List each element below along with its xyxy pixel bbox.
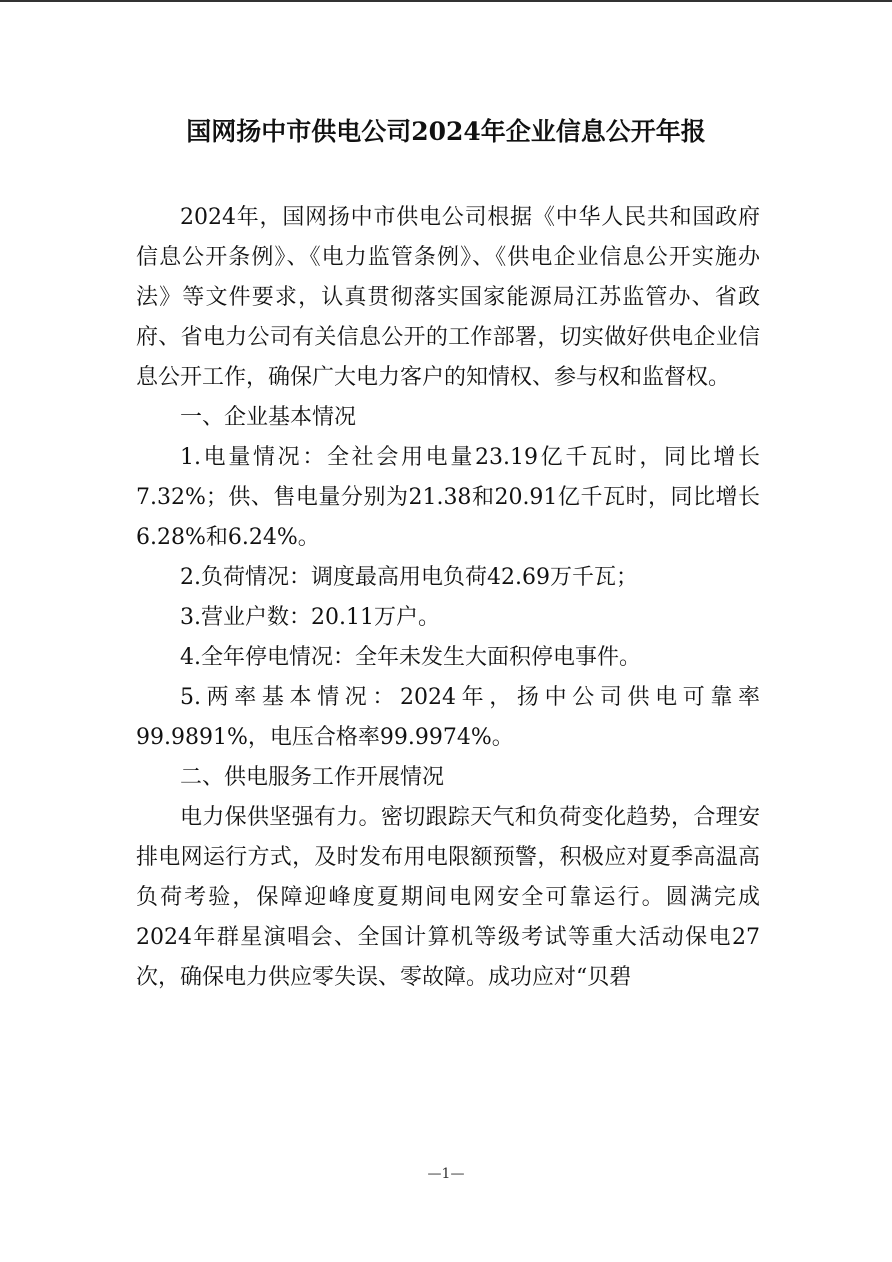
document-body [136,198,760,998]
item-rates: 5.两率基本情况：2024年，扬中公司供电可靠率99.9891%，电压合格率99.9974%。 [136,685,760,750]
document-title: 国网扬中市供电公司2024年企业信息公开年报 [186,117,706,146]
item-accounts: 3.营业户数：20.11万户。 [180,605,440,630]
item-electricity: 1.电量情况：全社会用电量23.19亿千瓦时，同比增长7.32%；供、售电量分别为21.38和20.91亿千瓦时，同比增长6.28%和6.24%。 [136,445,760,550]
section-heading-basic-info: 一、企业基本情况 [180,405,357,430]
item-load: 2.负荷情况：调度最高用电负荷42.69万千瓦； [180,565,638,590]
section-heading-service: 二、供电服务工作开展情况 [180,765,445,790]
service-paragraph: 电力保供坚强有力。密切跟踪天气和负荷变化趋势，合理安排电网运行方式，及时发布用电限额预警，积极应对夏季高温高负荷考验，保障迎峰度夏期间电网安全可靠运行。圆满完成2024年群星演唱会、全国计算机等级考试等重大活动保电27次，确保电力供应零失误、零故障。成功应对“贝碧 [136,805,760,990]
intro-paragraph: 2024年，国网扬中市供电公司根据《中华人民共和国政府信息公开条例》、《电力监管条例》、《供电企业信息公开实施办法》等文件要求，认真贯彻落实国家能源局江苏监管办、省政府、省电力公司有关信息公开的工作部署，切实做好供电企业信息公开工作，确保广大电力客户的知情权、参与权和监督权。 [136,205,760,390]
page-number: —1— [427,1166,465,1182]
item-outage: 4.全年停电情况：全年未发生大面积停电事件。 [180,645,641,670]
